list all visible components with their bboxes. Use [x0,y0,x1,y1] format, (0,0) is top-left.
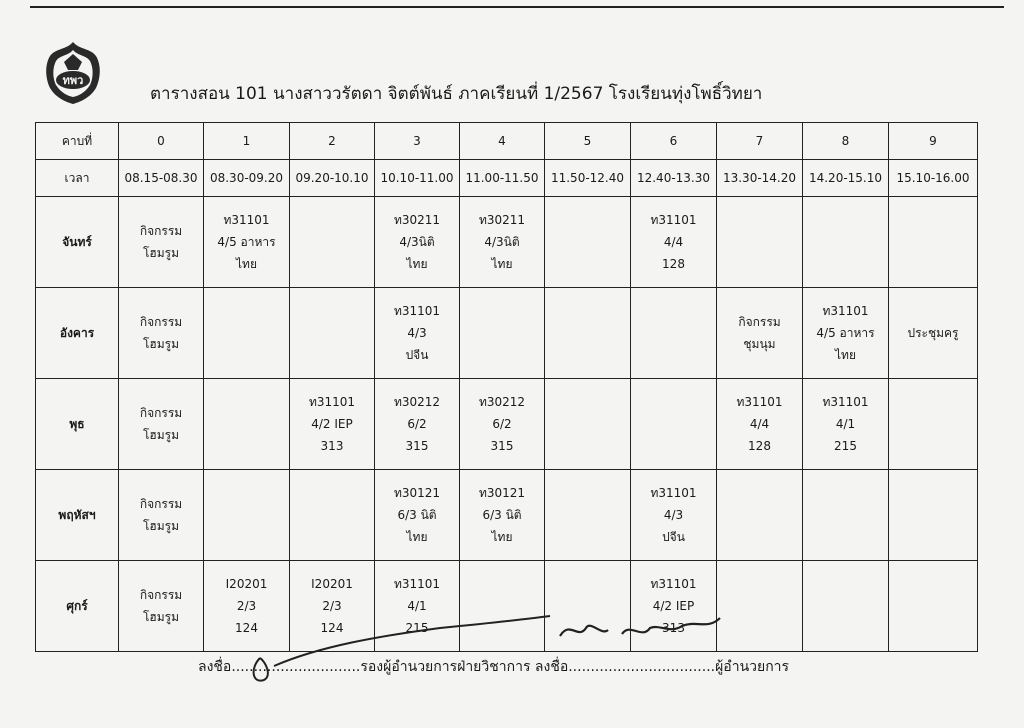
cell-line: 4/1 [407,599,427,613]
schedule-cell [290,379,375,470]
cell-line: ท31101 [650,486,697,500]
cell-line: 2/3 [236,599,257,613]
schedule-cell [803,379,889,470]
schedule-cell [889,561,978,652]
cell-line: ไทย [406,257,428,271]
schedule-cell [889,470,978,561]
schedule-cell [631,197,717,288]
time-slot-2: 09.20-10.10 [290,160,375,197]
cell-line: 6/2 [492,417,512,431]
cell-line: ปจีน [662,530,685,544]
cell-line: ท31101 [650,213,697,227]
time-slot-8: 14.20-15.10 [803,160,889,197]
cell-line: โฮมรูม [142,428,180,442]
school-logo [40,40,106,106]
cell-line: ปจีน [405,348,429,362]
schedule-cell [460,288,545,379]
period-2: 2 [290,123,375,160]
schedule-cell [889,379,978,470]
cell-line: 124 [320,621,344,635]
cell-line: ท30212 [393,395,441,409]
cell-line: กิจกรรม [139,315,183,329]
schedule-cell [460,197,545,288]
cell-line: 4/2 IEP [652,599,695,613]
day-row [36,288,978,379]
cell-line: ไทย [491,257,513,271]
time-slot-7: 13.30-14.20 [717,160,803,197]
day-row [36,379,978,470]
schedule-cell [204,197,290,288]
cell-line: 4/2 IEP [311,417,353,431]
cell-line: 4/3 [663,508,684,522]
cell-line: 4/3นิติ [399,235,435,249]
cell-line: ท31101 [223,213,270,227]
cell-line: 128 [748,439,771,453]
cell-line: 4/4 [749,417,770,431]
cell-line: 313 [320,439,344,453]
cell-line: ไทย [406,530,428,544]
cell-line: ไทย [236,257,257,271]
period-0: 0 [119,123,204,160]
time-slot-6: 12.40-13.30 [631,160,717,197]
schedule-table [35,122,978,652]
cell-line: ท30212 [478,395,526,409]
period-9: 9 [889,123,978,160]
period-4: 4 [460,123,545,160]
schedule-cell [290,197,375,288]
cell-line: ท31101 [650,577,697,591]
cell-line: 6/3 นิติ [482,508,522,522]
cell-line: 4/5 อาหาร [217,235,276,249]
schedule-cell [803,561,889,652]
schedule-cell [631,288,717,379]
cell-line: กิจกรรม [738,315,781,329]
schedule-cell [717,288,803,379]
cell-line: I20201 [311,577,353,591]
schedule-cell [631,379,717,470]
day-label: จันทร์ [36,197,119,288]
schedule-cell [803,470,889,561]
schedule-cell [717,379,803,470]
cell-line: 2/3 [322,599,342,613]
page-title: ตารางสอน 101 นางสาววรัตดา จิตต์พันธ์ ภาคเรียนที่ 1/2567 โรงเรียนทุ่งโพธิ์วิทยา [150,84,763,104]
day-label: ศุกร์ [36,561,119,652]
period-7: 7 [717,123,803,160]
cell-line: ท30121 [393,486,441,500]
schedule-cell [119,470,204,561]
period-header-row [36,123,978,160]
schedule-cell [119,379,204,470]
schedule-cell [889,288,978,379]
schedule-cell [803,197,889,288]
cell-line: ท31101 [822,304,869,318]
day-row [36,470,978,561]
schedule-cell [460,470,545,561]
cell-line: กิจกรรม [139,224,183,238]
schedule-cell [204,379,290,470]
schedule-cell [119,288,204,379]
schedule-cell [889,197,978,288]
cell-line: I20201 [225,577,268,591]
schedule-cell [119,561,204,652]
schedule-cell [717,197,803,288]
cell-line: 6/3 นิติ [397,508,437,522]
schedule-cell [631,470,717,561]
schedule-cell [290,470,375,561]
cell-line: ท31101 [393,577,441,591]
day-label: พฤหัสฯ [36,470,119,561]
schedule-cell [545,288,631,379]
cell-line: 6/2 [407,417,427,431]
cell-line: 313 [662,621,685,635]
schedule-cell [545,470,631,561]
period-1: 1 [204,123,290,160]
schedule-cell [375,288,460,379]
time-header-row [36,160,978,197]
schedule-cell [119,197,204,288]
schedule-cell [290,288,375,379]
cell-line: 4/3 [407,326,427,340]
schedule-cell [375,470,460,561]
cell-line: 4/5 อาหาร [816,326,875,340]
period-3: 3 [375,123,460,160]
cell-line: 315 [490,439,514,453]
cell-line: 128 [662,257,685,271]
period-8: 8 [803,123,889,160]
period-6: 6 [631,123,717,160]
cell-line: 4/3นิติ [484,235,520,249]
cell-line: กิจกรรม [139,406,183,420]
cell-line: 215 [405,621,429,635]
time-slot-9: 15.10-16.00 [889,160,978,197]
cell-line: กิจกรรม [139,497,183,511]
schedule-cell [375,197,460,288]
cell-line: 4/1 [835,417,856,431]
time-slot-4: 11.00-11.50 [460,160,545,197]
cell-line: โฮมรูม [142,246,180,260]
top-rule [30,6,1004,8]
cell-line: ท31101 [308,395,356,409]
day-row [36,197,978,288]
cell-line: ไทย [835,348,856,362]
schedule-cell [545,197,631,288]
schedule-cell [204,288,290,379]
cell-line: 124 [235,621,258,635]
schedule-cell [717,470,803,561]
cell-line: 315 [405,439,429,453]
cell-line: โฮมรูม [142,519,180,533]
schedule-cell [803,288,889,379]
day-label: พุธ [36,379,119,470]
cell-line: ไทย [491,530,513,544]
time-slot-0: 08.15-08.30 [119,160,204,197]
cell-line: 215 [834,439,857,453]
period-5: 5 [545,123,631,160]
period-label: คาบที่ [36,123,119,160]
cell-line: ท30121 [478,486,526,500]
cell-line: โฮมรูม [142,610,180,624]
cell-line: ท31101 [822,395,869,409]
schedule-cell [545,379,631,470]
time-slot-1: 08.30-09.20 [204,160,290,197]
signature-line: ลงชื่อ.............................รองผู้อำนวยการฝ่ายวิชาการ ลงชื่อ.................................ผู้อำนวยการ [198,659,790,675]
cell-line: ท31101 [393,304,441,318]
time-slot-3: 10.10-11.00 [375,160,460,197]
cell-line: ท30211 [478,213,526,227]
cell-line: กิจกรรม [139,588,183,602]
cell-line: 4/4 [663,235,684,249]
cell-line: ท30211 [393,213,441,227]
time-slot-5: 11.50-12.40 [545,160,631,197]
cell-line: โฮมรูม [142,337,180,351]
schedule-cell [460,379,545,470]
time-label: เวลา [36,160,119,197]
cell-line: ประชุมครู [907,326,959,340]
schedule-cell [204,470,290,561]
logo-text: ทพว [62,74,84,87]
day-label: อังคาร [36,288,119,379]
cell-line: ชุมนุม [743,337,776,351]
cell-line: ท31101 [736,395,783,409]
schedule-cell [375,379,460,470]
